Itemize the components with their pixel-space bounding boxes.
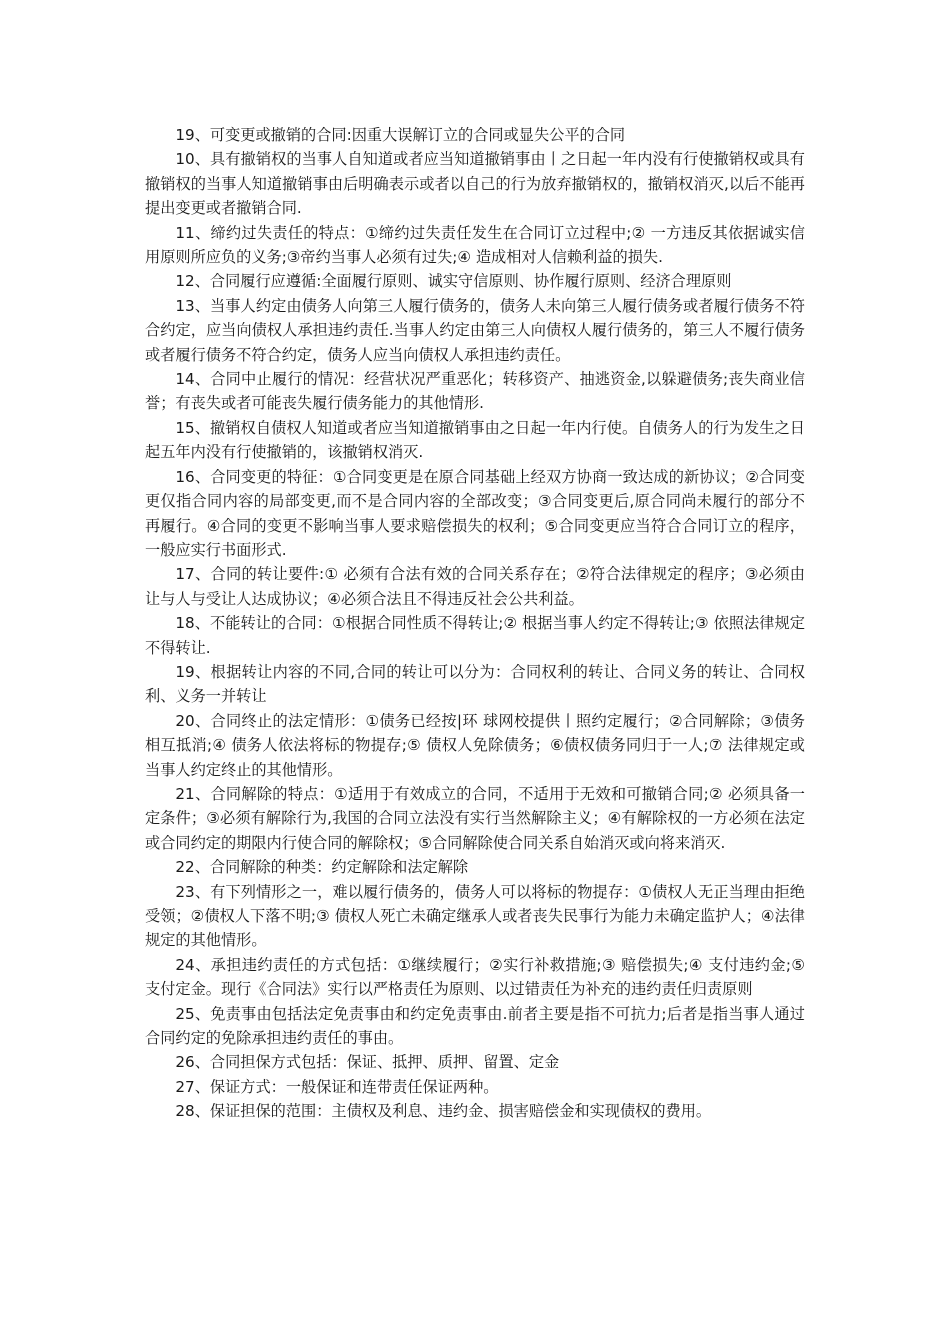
paragraph-23-deposit-cases: 23、有下列情形之一，难以履行债务的，债务人可以将标的物提存：①债权人无正当理由拒绝受领；②债权人下落不明;③ 债权人死亡未确定继承人或者丧失民事行为能力未确定监护人；④法律规定的其他情形。 (145, 882, 805, 950)
paragraph-27-surety-methods: 27、保证方式：一般保证和连带责任保证两种。 (175, 1077, 499, 1096)
paragraph-16-contract-modification: 16、合同变更的特征：①合同变更是在原合同基础上经双方协商一致达成的新协议；②合同变更仅指合同内容的局部变更,而不是合同内容的全部改变；③合同变更后,原合同尚未履行的部分不再履行。④合同的变更不影响当事人要求赔偿损失的权利；⑤合同变更应当符合合同订立的程序，一般应实行书面形式. (145, 467, 805, 559)
paragraph-22-rescission-types: 22、合同解除的种类：约定解除和法定解除 (175, 858, 469, 877)
paragraph-28-surety-scope: 28、保证担保的范围：主债权及利息、违约金、损害赔偿金和实现债权的费用。 (175, 1102, 712, 1121)
paragraph-20-termination-cases: 20、合同终止的法定情形：①债务已经按|环 球网校提供丨照约定履行；②合同解除；③债务相互抵消;④ 债务人依法将标的物提存;⑤ 债权人免除债务；⑥债权债务同归于一人;⑦ 法律规定或当事人约定终止的其他情形。 (145, 711, 805, 779)
paragraph-15-revocation-period: 15、撤销权自债权人知道或者应当知道撤销事由之日起一年内行使。自债务人的行为发生之日起五年内没有行使撤销的，该撤销权消灭. (145, 418, 805, 462)
paragraph-18-non-transferable: 18、不能转让的合同：①根据合同性质不得转让;② 根据当事人约定不得转让;③ 依照法律规定不得转让. (145, 614, 805, 657)
paragraph-11-culpa-in-contrahendo: 11、缔约过失责任的特点：①缔约过失责任发生在合同订立过程中;② 一方违反其依据诚实信用原则所应负的义务;③帝约当事人必须有过失;④ 造成相对人信赖利益的损失. (145, 223, 805, 267)
paragraph-10-revocation-right: 10、具有撤销权的当事人自知道或者应当知道撤销事由丨之日起一年内没有行使撤销权或具有撤销权的当事人知道撤销事由后明确表示或者以自己的行为放弃撤销权的，撤销权消灭,以后不能再提出变更或者撤销合同. (145, 150, 805, 218)
paragraph-13-third-party-performance: 13、当事人约定由债务人向第三人履行债务的，债务人未向第三人履行债务或者履行债务不符合约定，应当向债权人承担违约责任.当事人约定由第三人向债权人履行债务的，第三人不履行债务或者履行债务不符合约定，债务人应当向债权人承担违约责任。 (145, 296, 805, 364)
paragraph-14-suspension-of-performance: 14、合同中止履行的情况：经营状况严重恶化；转移资产、抽逃资金,以躲避债务;丧失商业信誉；有丧失或者可能丧失履行债务能力的其他情形. (145, 370, 805, 413)
document-page (145, 123, 805, 1124)
paragraph-25-exemption: 25、免责事由包括法定免责事由和约定免责事由.前者主要是指不可抗力;后者是指当事人通过合同约定的免除承担违约责任的事由。 (145, 1004, 805, 1048)
paragraph-24-liability-forms: 24、承担违约责任的方式包括：①继续履行；②实行补救措施;③ 赔偿损失;④ 支付违约金;⑤ 支付定金。现行《合同法》实行以严格责任为原则、以过错责任为补充的违约责任归责原则 (145, 955, 805, 999)
paragraph-19-assignment-types: 19、根据转让内容的不同,合同的转让可以分为：合同权利的转让、合同义务的转让、合同权利、义务一并转让 (145, 662, 805, 706)
paragraph-17-assignment-requirements: 17、合同的转让要件:① 必须有合法有效的合同关系存在；②符合法律规定的程序；③必须由让与人与受让人达成协议；④必须合法且不得违反社会公共利益。 (145, 565, 805, 608)
paragraph-19-variable-contract: 19、可变更或撤销的合同:因重大误解订立的合同或显失公平的合同 (175, 126, 626, 144)
paragraph-26-guarantee-methods: 26、合同担保方式包括：保证、抵押、质押、留置、定金 (175, 1053, 560, 1072)
paragraph-21-rescission-features: 21、合同解除的特点：①适用于有效成立的合同，不适用于无效和可撤销合同;② 必须具备一定条件；③必须有解除行为,我国的合同立法没有实行当然解除主义；④有解除权的一方必须在法定或合同约定的期限内行使合同的解除权；⑤合同解除使合同关系自始消灭或向将来消灭. (145, 784, 805, 852)
paragraph-12-performance-principles: 12、合同履行应遵循:全面履行原则、诚实守信原则、协作履行原则、经济合理原则 (175, 272, 732, 291)
